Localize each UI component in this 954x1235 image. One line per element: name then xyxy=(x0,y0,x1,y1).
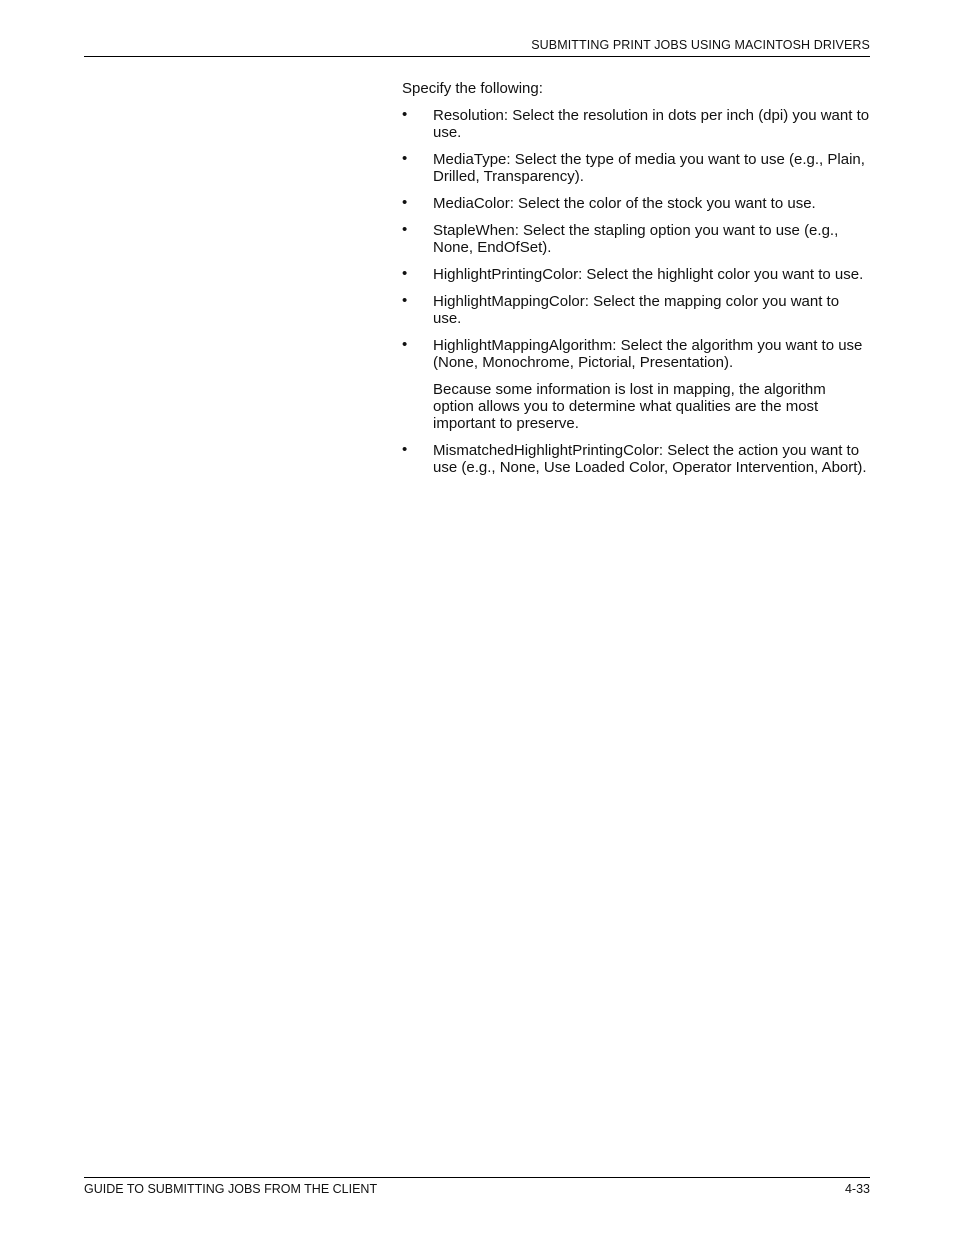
intro-text: Specify the following: xyxy=(402,80,543,97)
bullet-icon: • xyxy=(402,221,408,238)
list-item-text: Resolution: Select the resolution in dots per inch (dpi) you want to use. xyxy=(433,107,870,141)
footer-guide-title: GUIDE TO SUBMITTING JOBS FROM THE CLIENT xyxy=(84,1182,378,1196)
list-item xyxy=(402,442,870,476)
list-item-note: Because some information is lost in mapping, the algorithm option allows you to determine what qualities are the most important to preserve. xyxy=(433,381,826,432)
list-item xyxy=(402,151,870,185)
bullet-icon: • xyxy=(402,150,408,167)
bullet-icon: • xyxy=(402,441,408,458)
page-header xyxy=(84,38,870,57)
running-header-title: SUBMITTING PRINT JOBS USING MACINTOSH DRIVERS xyxy=(531,38,870,52)
list-item xyxy=(402,266,870,283)
page-footer xyxy=(84,1177,870,1198)
bullet-icon: • xyxy=(402,106,408,123)
list-item-text: MismatchedHighlightPrintingColor: Select the action you want to use (e.g., None, Use Loaded Color, Operator Intervention, Abort). xyxy=(433,442,867,476)
option-list xyxy=(402,107,870,476)
list-item xyxy=(402,195,870,212)
list-item-text: HighlightPrintingColor: Select the highlight color you want to use. xyxy=(433,266,864,283)
page-number: 4-33 xyxy=(844,1182,870,1196)
bullet-icon: • xyxy=(402,336,408,353)
list-item xyxy=(402,222,870,256)
bullet-icon: • xyxy=(402,265,408,282)
bullet-icon: • xyxy=(402,292,408,309)
list-item xyxy=(402,293,870,327)
list-item-text: HighlightMappingColor: Select the mapping color you want to use. xyxy=(433,293,840,327)
list-item-text: MediaType: Select the type of media you want to use (e.g., Plain, Drilled, Transparency). xyxy=(433,151,865,185)
list-item-text: StapleWhen: Select the stapling option you want to use (e.g., None, EndOfSet). xyxy=(433,222,839,256)
main-content xyxy=(402,80,870,486)
list-item xyxy=(402,337,870,432)
list-item xyxy=(402,107,870,141)
bullet-icon: • xyxy=(402,194,408,211)
list-item-text: HighlightMappingAlgorithm: Select the algorithm you want to use (None, Monochrome, Pictorial, Presentation). xyxy=(433,337,863,371)
list-item-text: MediaColor: Select the color of the stock you want to use. xyxy=(433,195,816,212)
